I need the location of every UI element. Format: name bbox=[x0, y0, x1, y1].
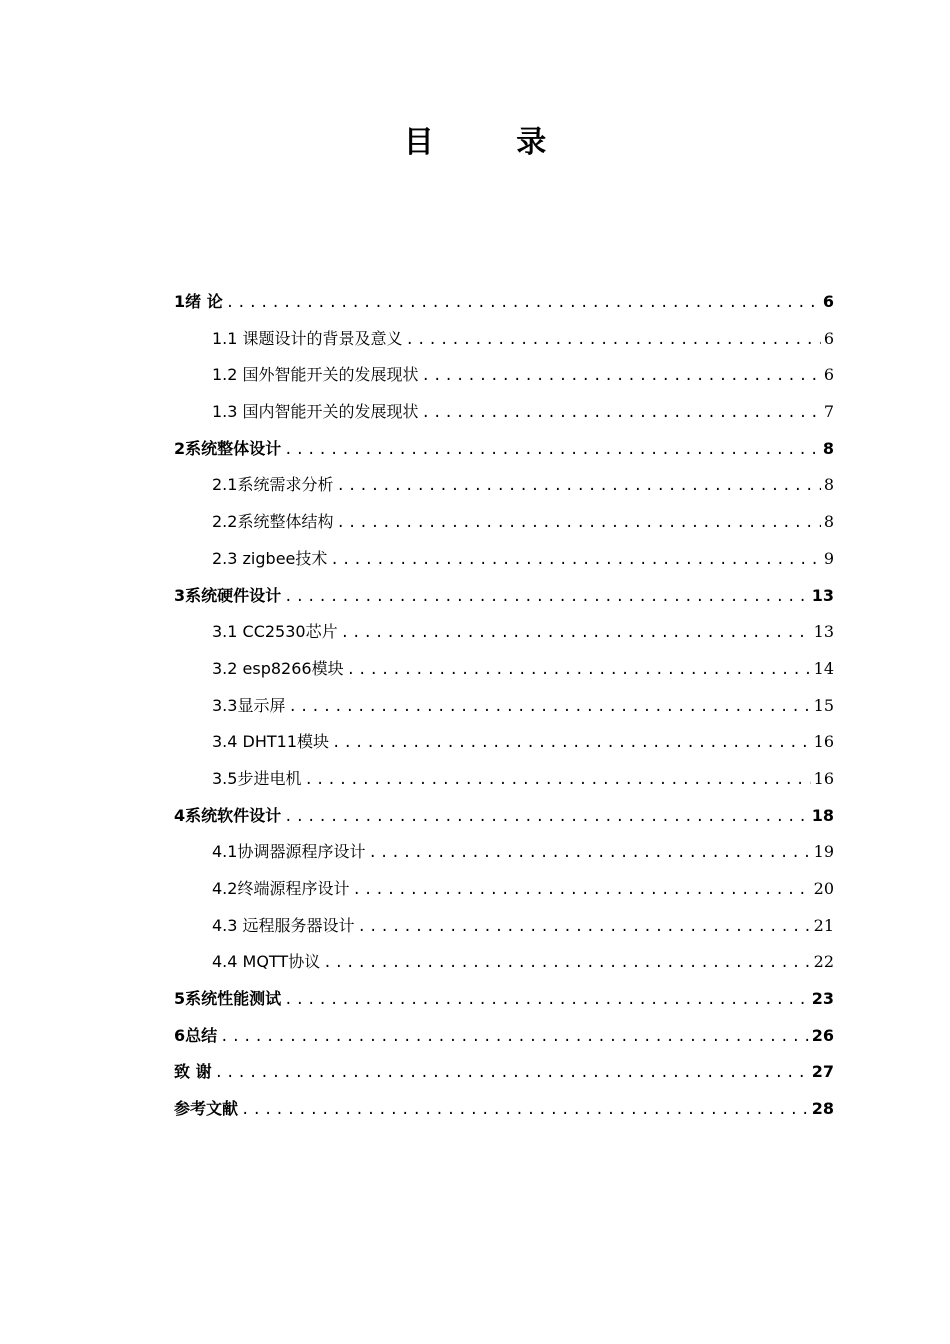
toc-page-number: 8 bbox=[823, 512, 834, 532]
page-title: 目 录 bbox=[403, 125, 583, 160]
toc-page-number: 16 bbox=[813, 768, 834, 788]
toc-entry-label: 2.1系统需求分析 bbox=[212, 475, 334, 495]
toc-dot-leader bbox=[304, 762, 810, 799]
toc-page-number: 21 bbox=[813, 915, 834, 935]
toc-entry-label: 致 谢 bbox=[174, 1062, 212, 1082]
toc-entry-label: 1绪 论 bbox=[174, 292, 223, 311]
toc-entry-label: 3.5步进电机 bbox=[212, 768, 302, 788]
toc-entry-label: 5系统性能测试 bbox=[174, 989, 282, 1009]
toc-dot-leader bbox=[358, 909, 811, 946]
toc-dot-leader bbox=[330, 542, 820, 579]
toc-entry-label: 参考文献 bbox=[174, 1099, 239, 1119]
toc-entry-label: 3.2 esp8266模块 bbox=[212, 658, 344, 678]
toc-page-number: 6 bbox=[823, 328, 834, 348]
toc-page-number: 6 bbox=[822, 292, 834, 311]
toc-entry[interactable] bbox=[174, 651, 834, 688]
toc-page-number: 23 bbox=[811, 989, 834, 1009]
toc-dot-leader bbox=[336, 505, 820, 542]
toc-page-number: 8 bbox=[822, 438, 834, 458]
toc-entry[interactable] bbox=[174, 761, 834, 798]
toc-page-number: 16 bbox=[813, 732, 834, 752]
toc-entry-label: 3.3显示屏 bbox=[212, 695, 286, 715]
toc-entry[interactable] bbox=[174, 1018, 834, 1055]
toc-entry-label: 3.1 CC2530芯片 bbox=[212, 622, 338, 642]
toc-page-number: 28 bbox=[811, 1099, 834, 1119]
toc-page-number: 20 bbox=[813, 879, 834, 898]
toc-entry[interactable] bbox=[174, 834, 834, 871]
toc-entry[interactable] bbox=[174, 1054, 834, 1091]
toc-dot-leader bbox=[352, 872, 810, 909]
toc-entry[interactable] bbox=[174, 321, 834, 358]
toc-entry-label: 4.2终端源程序设计 bbox=[212, 879, 350, 898]
toc-entry[interactable] bbox=[174, 724, 834, 761]
toc-entry-label: 4.4 MQTT协议 bbox=[212, 952, 321, 972]
toc-page-number: 9 bbox=[823, 548, 834, 568]
toc-page-number: 7 bbox=[823, 402, 834, 422]
toc-entry-label: 3.4 DHT11模块 bbox=[212, 732, 330, 752]
toc-dot-leader bbox=[347, 652, 811, 689]
toc-entry-label: 1.3 国内智能开关的发展现状 bbox=[212, 402, 419, 422]
toc-entry-label: 1.2 国外智能开关的发展现状 bbox=[212, 365, 419, 385]
table-of-contents bbox=[174, 284, 834, 1128]
toc-entry-label: 2系统整体设计 bbox=[174, 438, 282, 458]
toc-entry[interactable] bbox=[174, 1091, 834, 1128]
toc-entry-label: 1.1 课题设计的背景及意义 bbox=[212, 328, 403, 348]
toc-page-number: 13 bbox=[811, 585, 834, 605]
toc-dot-leader bbox=[241, 1092, 809, 1129]
toc-entry[interactable] bbox=[174, 504, 834, 541]
toc-entry-label: 2.3 zigbee技术 bbox=[212, 548, 328, 568]
toc-dot-leader bbox=[406, 322, 821, 359]
toc-dot-leader bbox=[341, 615, 811, 652]
toc-dot-leader bbox=[422, 395, 821, 432]
toc-entry-label: 2.2系统整体结构 bbox=[212, 512, 334, 532]
toc-entry[interactable] bbox=[174, 871, 834, 908]
toc-entry[interactable] bbox=[174, 944, 834, 981]
toc-entry-label: 4.1协调器源程序设计 bbox=[212, 842, 366, 862]
toc-entry[interactable] bbox=[174, 614, 834, 651]
toc-page-number: 22 bbox=[813, 952, 834, 972]
toc-dot-leader bbox=[215, 1055, 809, 1092]
toc-dot-leader bbox=[288, 689, 810, 726]
toc-page-number: 13 bbox=[813, 622, 834, 642]
toc-entry[interactable] bbox=[174, 541, 834, 578]
toc-entry-label: 6总结 bbox=[174, 1025, 218, 1045]
toc-dot-leader bbox=[332, 725, 811, 762]
toc-entry-label: 4系统软件设计 bbox=[174, 805, 282, 825]
toc-entry[interactable] bbox=[174, 431, 834, 468]
toc-dot-leader bbox=[336, 468, 820, 505]
toc-entry[interactable] bbox=[174, 908, 834, 945]
toc-dot-leader bbox=[220, 1019, 809, 1056]
toc-entry-label: 3系统硬件设计 bbox=[174, 585, 282, 605]
toc-page-number: 18 bbox=[811, 805, 834, 825]
toc-page-number: 19 bbox=[813, 842, 834, 862]
toc-entry[interactable] bbox=[174, 357, 834, 394]
toc-page-number: 15 bbox=[813, 695, 834, 715]
toc-entry[interactable] bbox=[174, 981, 834, 1018]
toc-page-number: 27 bbox=[811, 1062, 834, 1082]
toc-entry[interactable] bbox=[174, 467, 834, 504]
toc-entry[interactable] bbox=[174, 798, 834, 835]
toc-dot-leader bbox=[284, 579, 809, 616]
toc-page-number: 8 bbox=[823, 475, 834, 495]
toc-entry-label: 4.3 远程服务器设计 bbox=[212, 915, 355, 935]
toc-entry[interactable] bbox=[174, 688, 834, 725]
toc-entry[interactable] bbox=[174, 578, 834, 615]
toc-dot-leader bbox=[284, 799, 809, 836]
toc-entry[interactable] bbox=[174, 394, 834, 431]
toc-page-number: 6 bbox=[823, 365, 834, 385]
toc-dot-leader bbox=[323, 945, 810, 982]
toc-page-number: 14 bbox=[813, 658, 834, 678]
toc-entry[interactable] bbox=[174, 284, 834, 321]
toc-dot-leader bbox=[284, 982, 809, 1019]
toc-dot-leader bbox=[284, 432, 820, 469]
toc-dot-leader bbox=[422, 358, 821, 395]
toc-dot-leader bbox=[226, 285, 820, 322]
toc-page-number: 26 bbox=[811, 1025, 834, 1045]
toc-dot-leader bbox=[368, 835, 810, 872]
